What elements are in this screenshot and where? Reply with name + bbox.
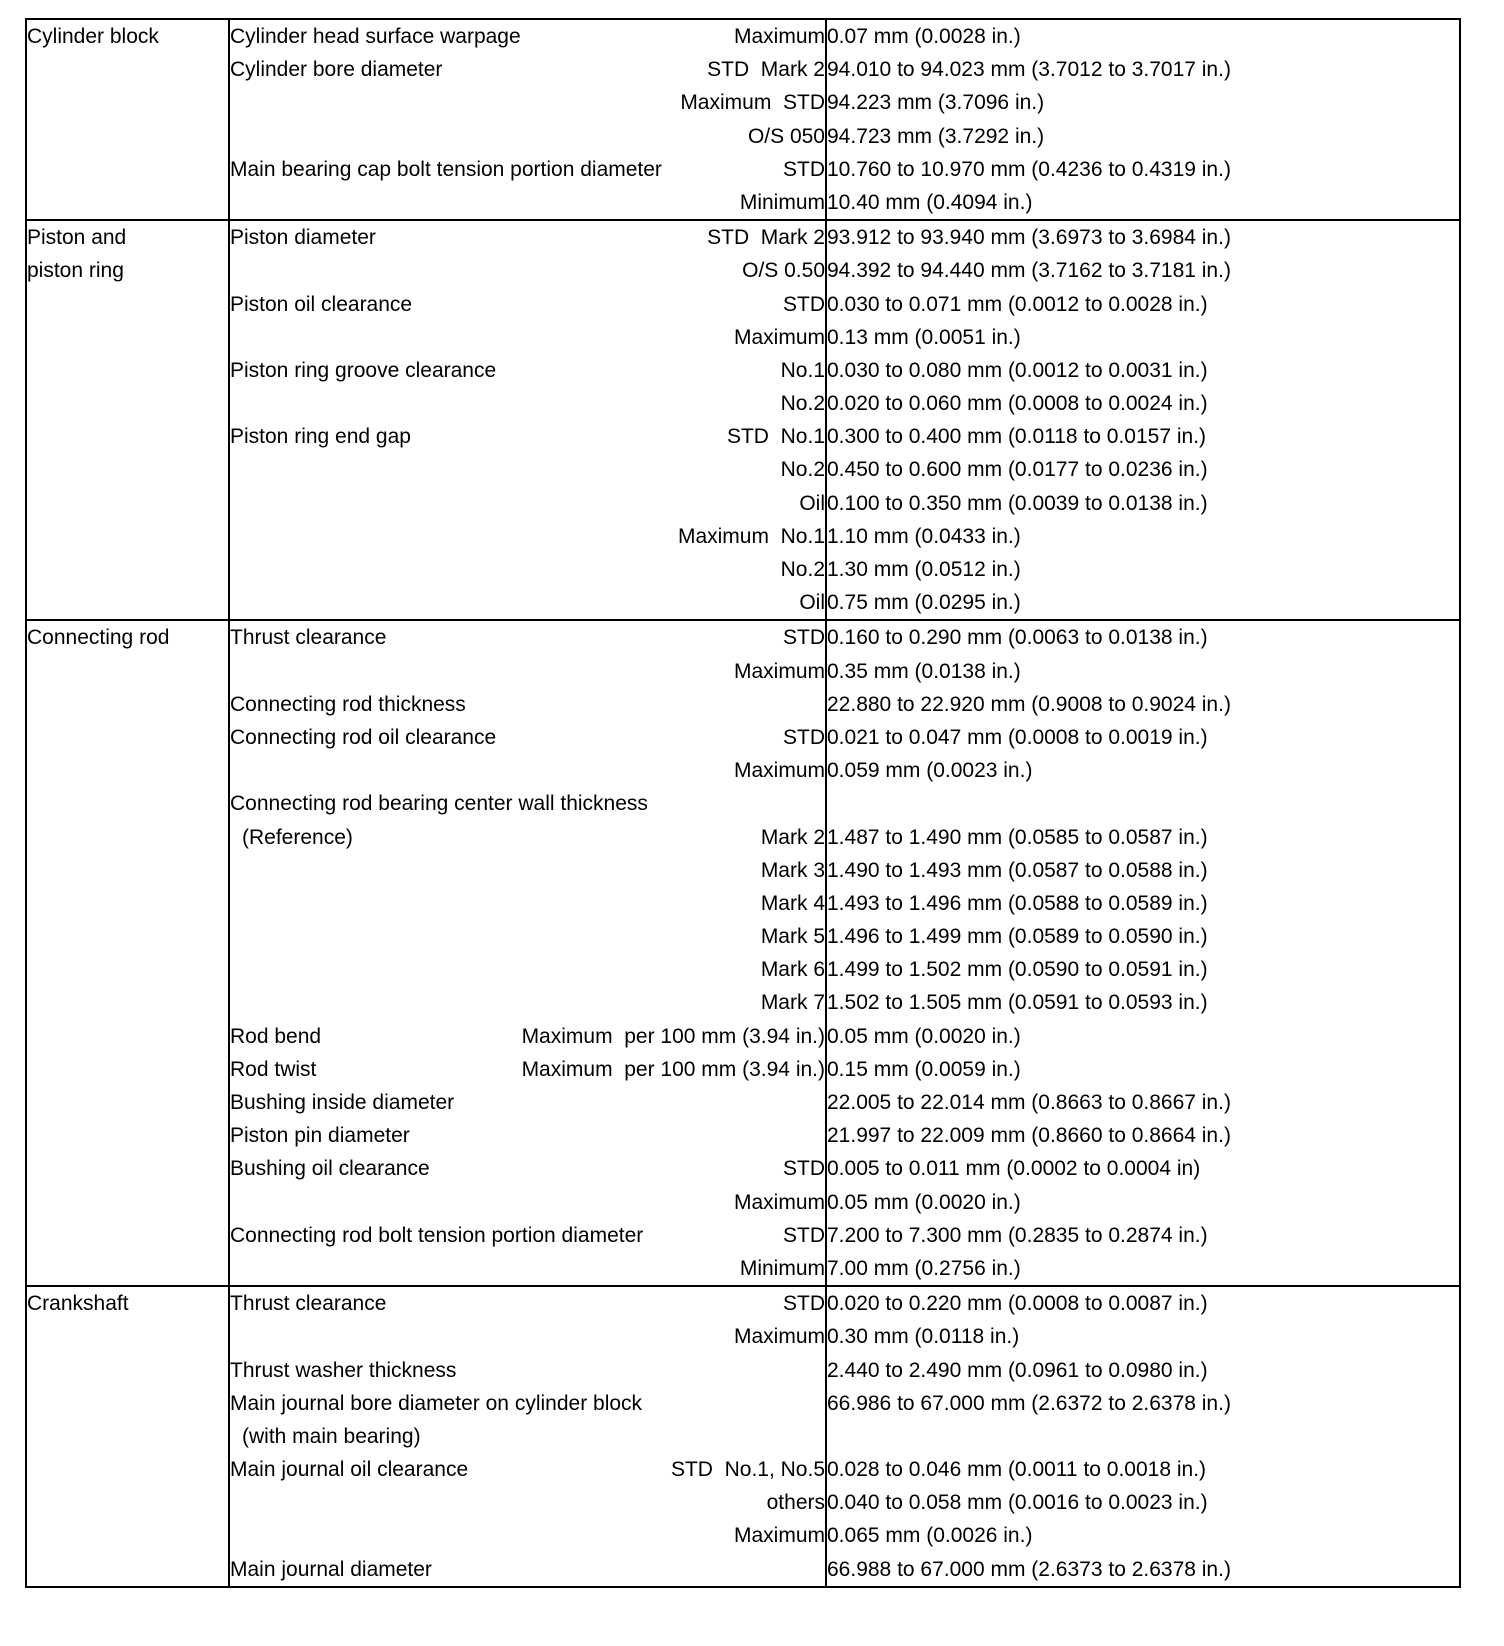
value-cell (826, 19, 1460, 220)
spec-item-line (230, 1020, 825, 1053)
spec-value: 94.223 mm (3.7096 in.) (827, 91, 1045, 115)
spec-value: 0.75 mm (0.0295 in.) (827, 591, 1021, 615)
item-condition: No.2 (780, 392, 825, 416)
item-condition: O/S 0.50 (742, 259, 825, 283)
item-condition: STD Mark 2 (707, 226, 825, 250)
spec-value: 94.392 to 94.440 mm (3.7162 to 3.7181 in.) (827, 259, 1231, 283)
spec-value: 10.760 to 10.970 mm (0.4236 to 0.4319 in.) (827, 157, 1231, 181)
spec-value: 0.160 to 0.290 mm (0.0063 to 0.0138 in.) (827, 626, 1208, 650)
item-condition: Minimum (739, 190, 825, 214)
spec-item-line (230, 1287, 825, 1320)
spec-item-line (230, 586, 825, 619)
category-label: Cylinder block (27, 25, 159, 48)
spec-value: 7.00 mm (0.2756 in.) (827, 1256, 1021, 1280)
spec-value: 22.005 to 22.014 mm (0.8663 to 0.8667 in.) (827, 1091, 1231, 1114)
spec-value: 1.487 to 1.490 mm (0.0585 to 0.0587 in.) (827, 825, 1208, 849)
spec-item-line (230, 387, 825, 420)
item-label: Main bearing cap bolt tension portion diameter (230, 157, 662, 181)
spec-value: 0.028 to 0.046 mm (0.0011 to 0.0018 in.) (827, 1458, 1207, 1482)
spec-item-line (230, 321, 825, 354)
spec-value: 0.100 to 0.350 mm (0.0039 to 0.0138 in.) (827, 491, 1208, 515)
spec-item-line (230, 221, 825, 254)
item-condition: Mark 7 (760, 991, 825, 1015)
item-label: Bushing oil clearance (230, 1157, 430, 1181)
item-label: Thrust washer thickness (230, 1358, 457, 1382)
item-condition: Mark 3 (760, 858, 825, 882)
spec-item-line (230, 53, 825, 86)
spec-value: 1.10 mm (0.0433 in.) (827, 524, 1021, 548)
category-cell (26, 620, 229, 1286)
item-condition: STD (783, 626, 825, 650)
spec-item-line (230, 1119, 825, 1152)
item-label: Piston pin diameter (230, 1124, 410, 1148)
item-condition: others (766, 1491, 825, 1515)
item-condition: Mark 5 (760, 925, 825, 949)
spec-item-line (230, 288, 825, 321)
item-condition: No.1 (780, 358, 825, 382)
item-label: Cylinder head surface warpage (230, 25, 521, 48)
spec-value: 1.490 to 1.493 mm (0.0587 to 0.0588 in.) (827, 858, 1208, 882)
spec-value: 0.030 to 0.071 mm (0.0012 to 0.0028 in.) (827, 292, 1208, 316)
item-cell (229, 19, 826, 220)
spec-item-line (230, 821, 825, 854)
spec-value: 0.05 mm (0.0020 in.) (827, 1190, 1021, 1214)
spec-section-row (26, 220, 1460, 620)
spec-value: 94.010 to 94.023 mm (3.7012 to 3.7017 in.) (827, 58, 1231, 82)
spec-item-line (230, 1453, 825, 1486)
spec-item-line (230, 1152, 825, 1185)
item-label: Connecting rod bearing center wall thickness (230, 792, 648, 816)
item-label: Rod bend (230, 1024, 322, 1048)
item-label: Main journal bore diameter on cylinder block (230, 1391, 643, 1415)
spec-item-line (230, 254, 825, 287)
spec-value: 0.30 mm (0.0118 in.) (827, 1325, 1020, 1349)
spec-value: 66.988 to 67.000 mm (2.6373 to 2.6378 in.) (827, 1557, 1231, 1581)
item-condition: Maximum STD (680, 91, 825, 115)
spec-value: 0.05 mm (0.0020 in.) (827, 1024, 1021, 1048)
spec-item-line (230, 1553, 825, 1586)
spec-value: 1.493 to 1.496 mm (0.0588 to 0.0589 in.) (827, 891, 1208, 915)
item-cell (229, 620, 826, 1286)
spec-value: 1.502 to 1.505 mm (0.0591 to 0.0593 in.) (827, 991, 1208, 1015)
spec-value: 0.020 to 0.060 mm (0.0008 to 0.0024 in.) (827, 392, 1208, 416)
spec-section-row (26, 19, 1460, 220)
spec-value: 1.496 to 1.499 mm (0.0589 to 0.0590 in.) (827, 925, 1208, 949)
value-cell (826, 1286, 1460, 1587)
spec-item-line (230, 1486, 825, 1519)
item-label: Main journal oil clearance (230, 1458, 469, 1482)
item-condition: STD (783, 725, 825, 749)
item-condition: Maximum per 100 mm (3.94 in.) (521, 1057, 825, 1081)
spec-value: 0.040 to 0.058 mm (0.0016 to 0.0023 in.) (827, 1491, 1208, 1515)
item-condition: STD No.1 (726, 425, 825, 449)
spec-value: 0.450 to 0.600 mm (0.0177 to 0.0236 in.) (827, 458, 1208, 482)
spec-value: 0.030 to 0.080 mm (0.0012 to 0.0031 in.) (827, 358, 1208, 382)
spec-item-line (230, 986, 825, 1019)
spec-item-line (230, 1186, 825, 1219)
item-condition: Maximum (733, 759, 825, 783)
item-cell (229, 220, 826, 620)
spec-item-line (230, 1086, 825, 1119)
item-condition: Mark 6 (760, 958, 825, 982)
spec-value: 0.15 mm (0.0059 in.) (827, 1057, 1021, 1081)
spec-value: 10.40 mm (0.4094 in.) (827, 190, 1033, 214)
item-condition: Mark 2 (760, 825, 825, 849)
category-cell (26, 220, 229, 620)
spec-item-line (230, 420, 825, 453)
spec-item-line (230, 354, 825, 387)
item-label: Piston diameter (230, 226, 376, 250)
spec-item-line (230, 20, 825, 53)
category-label: piston ring (27, 259, 124, 283)
item-label: Main journal diameter (230, 1557, 432, 1581)
spec-item-line (230, 487, 825, 520)
spec-item-line (230, 1219, 825, 1252)
item-label: (Reference) (242, 825, 353, 849)
spec-table (25, 18, 1461, 1588)
item-condition: STD (783, 157, 825, 181)
spec-item-line (230, 1252, 825, 1285)
category-label: Connecting rod (27, 626, 170, 650)
item-condition: Maximum No.1 (677, 524, 825, 548)
spec-item-line (230, 120, 825, 153)
spec-value: 0.35 mm (0.0138 in.) (827, 659, 1021, 683)
item-condition: Maximum (733, 1524, 825, 1548)
spec-item-line (230, 1354, 825, 1387)
item-condition: Oil (799, 591, 825, 615)
spec-item-line (230, 86, 825, 119)
value-cell (826, 620, 1460, 1286)
spec-table-body (26, 19, 1460, 1587)
spec-value: 0.059 mm (0.0023 in.) (827, 759, 1033, 783)
item-cell (229, 1286, 826, 1587)
category-label: Piston and (27, 226, 127, 250)
value-cell (826, 220, 1460, 620)
item-label: Piston ring end gap (230, 425, 411, 449)
spec-value: 0.005 to 0.011 mm (0.0002 to 0.0004 in) (827, 1157, 1201, 1181)
spec-item-line (230, 186, 825, 219)
item-condition: Maximum (733, 1325, 825, 1349)
item-condition: STD No.1, No.5 (670, 1458, 825, 1482)
item-condition: O/S 050 (747, 124, 825, 148)
spec-item-line (230, 953, 825, 986)
spec-value: 0.020 to 0.220 mm (0.0008 to 0.0087 in.) (827, 1292, 1208, 1316)
spec-item-line (230, 621, 825, 654)
item-label: Piston ring groove clearance (230, 358, 497, 382)
spec-value: 66.986 to 67.000 mm (2.6372 to 2.6378 in.) (827, 1391, 1231, 1415)
item-condition: STD (783, 1157, 825, 1181)
spec-section-row (26, 1286, 1460, 1587)
spec-value: 7.200 to 7.300 mm (0.2835 to 0.2874 in.) (827, 1223, 1208, 1247)
item-label: Cylinder bore diameter (230, 58, 443, 82)
item-condition: Maximum (733, 325, 825, 349)
spec-item-line (230, 688, 825, 721)
spec-item-line (230, 1320, 825, 1353)
spec-value: 2.440 to 2.490 mm (0.0961 to 0.0980 in.) (827, 1358, 1208, 1382)
spec-item-line (230, 1519, 825, 1552)
item-label: Piston oil clearance (230, 292, 413, 316)
spec-item-line (230, 453, 825, 486)
item-condition: Maximum per 100 mm (3.94 in.) (521, 1024, 825, 1048)
item-label: Connecting rod thickness (230, 692, 466, 716)
category-cell (26, 19, 229, 220)
spec-item-line (230, 520, 825, 553)
spec-section-row (26, 620, 1460, 1286)
spec-item-line (230, 1053, 825, 1086)
item-label: (with main bearing) (242, 1424, 421, 1448)
item-label: Connecting rod bolt tension portion diameter (230, 1223, 644, 1247)
spec-item-line (230, 153, 825, 186)
item-label: Thrust clearance (230, 626, 387, 650)
spec-item-line (230, 854, 825, 887)
spec-item-line (230, 721, 825, 754)
item-condition: STD Mark 2 (707, 58, 825, 82)
item-condition: Maximum (733, 1190, 825, 1214)
spec-value (827, 787, 1459, 820)
spec-value: 0.300 to 0.400 mm (0.0118 to 0.0157 in.) (827, 425, 1207, 449)
spec-value: 21.997 to 22.009 mm (0.8660 to 0.8664 in.) (827, 1124, 1231, 1148)
item-condition: Mark 4 (760, 891, 825, 915)
item-condition: Minimum (739, 1256, 825, 1280)
spec-item-line (230, 787, 825, 820)
spec-item-line (230, 1387, 825, 1420)
item-condition: STD (783, 1292, 825, 1316)
item-label: Bushing inside diameter (230, 1091, 455, 1114)
spec-value: 0.021 to 0.047 mm (0.0008 to 0.0019 in.) (827, 725, 1208, 749)
spec-item-line (230, 920, 825, 953)
item-label: Rod twist (230, 1057, 317, 1081)
spec-value: 1.30 mm (0.0512 in.) (827, 558, 1021, 581)
spec-value: 22.880 to 22.920 mm (0.9008 to 0.9024 in.) (827, 692, 1231, 716)
spec-value (827, 1420, 1459, 1453)
item-condition: Oil (799, 491, 825, 515)
spec-value: 0.07 mm (0.0028 in.) (827, 25, 1021, 48)
spec-item-line (230, 655, 825, 688)
category-cell (26, 1286, 229, 1587)
item-condition: No.2 (780, 458, 825, 482)
spec-value: 0.065 mm (0.0026 in.) (827, 1524, 1033, 1548)
spec-item-line (230, 754, 825, 787)
item-condition: Maximum (733, 659, 825, 683)
item-condition: STD (783, 1223, 825, 1247)
item-condition: STD (783, 292, 825, 316)
item-condition: Maximum (733, 25, 825, 48)
spec-item-line (230, 553, 825, 586)
spec-value: 0.13 mm (0.0051 in.) (827, 325, 1021, 349)
spec-item-line (230, 887, 825, 920)
spec-value: 93.912 to 93.940 mm (3.6973 to 3.6984 in.) (827, 226, 1231, 250)
spec-value: 94.723 mm (3.7292 in.) (827, 124, 1045, 148)
item-condition: No.2 (780, 558, 825, 581)
spec-item-line (230, 1420, 825, 1453)
item-label: Thrust clearance (230, 1292, 387, 1316)
item-label: Connecting rod oil clearance (230, 725, 497, 749)
category-label: Crankshaft (27, 1292, 129, 1316)
spec-value: 1.499 to 1.502 mm (0.0590 to 0.0591 in.) (827, 958, 1208, 982)
